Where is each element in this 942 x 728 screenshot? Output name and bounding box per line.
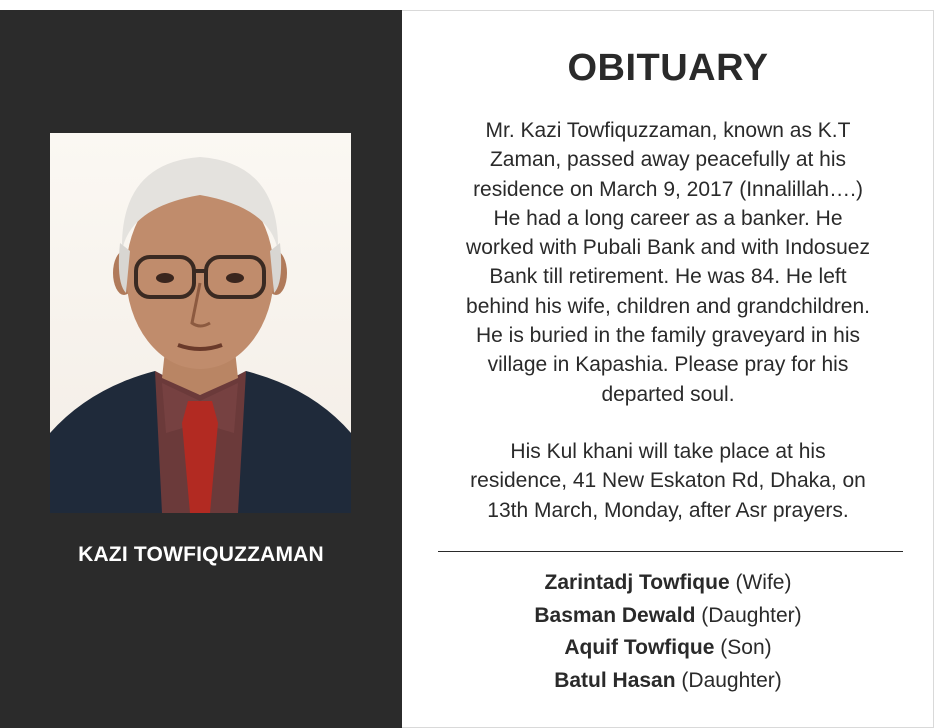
notice-title: OBITUARY bbox=[567, 47, 769, 89]
body-line: residence on March 9, 2017 (Innalillah….) bbox=[473, 177, 863, 201]
family-member-relation: (Daughter) bbox=[681, 668, 782, 692]
family-member bbox=[402, 632, 934, 665]
service-line: His Kul khani will take place at his bbox=[510, 440, 826, 463]
family-member-name: Zarintadj Towfique bbox=[544, 571, 730, 594]
body-line: He is buried in the family graveyard in his bbox=[475, 324, 860, 348]
family-member bbox=[402, 567, 934, 600]
service-details bbox=[426, 437, 910, 525]
body-line: Mr. Kazi Towfiquzzaman, known as K.T bbox=[485, 119, 851, 142]
body-line: Zaman, passed away peacefully at his bbox=[489, 148, 847, 172]
family-member-relation: (Son) bbox=[720, 636, 772, 659]
notice-panel bbox=[402, 10, 934, 728]
portrait-panel bbox=[0, 10, 402, 728]
body-line: He had a long career as a banker. He bbox=[493, 206, 843, 230]
family-member-relation: (Daughter) bbox=[701, 603, 802, 627]
family-list bbox=[402, 567, 934, 697]
body-line: worked with Pubali Bank and with Indosuez bbox=[466, 236, 870, 260]
body-line: Bank till retirement. He was 84. He left bbox=[489, 265, 847, 289]
body-line: behind his wife, children and grandchildren. bbox=[466, 294, 870, 318]
body-line: village in Kapashia. Please pray for his bbox=[487, 353, 849, 377]
portrait-photo bbox=[50, 133, 351, 513]
deceased-name-caption: KAZI TOWFIQUZZAMAN bbox=[78, 543, 324, 566]
divider-line bbox=[438, 551, 903, 552]
family-member bbox=[402, 665, 934, 698]
obituary-body bbox=[426, 116, 910, 409]
service-line: 13th March, Monday, after Asr prayers. bbox=[487, 498, 849, 522]
family-member-name: Basman Dewald bbox=[534, 603, 696, 627]
body-line: departed soul. bbox=[601, 382, 735, 406]
service-line: residence, 41 New Eskaton Rd, Dhaka, on bbox=[470, 469, 866, 493]
family-member bbox=[402, 600, 934, 633]
family-member-relation: (Wife) bbox=[735, 571, 792, 594]
family-member-name: Aquif Towfique bbox=[564, 636, 715, 659]
family-member-name: Batul Hasan bbox=[554, 668, 676, 692]
